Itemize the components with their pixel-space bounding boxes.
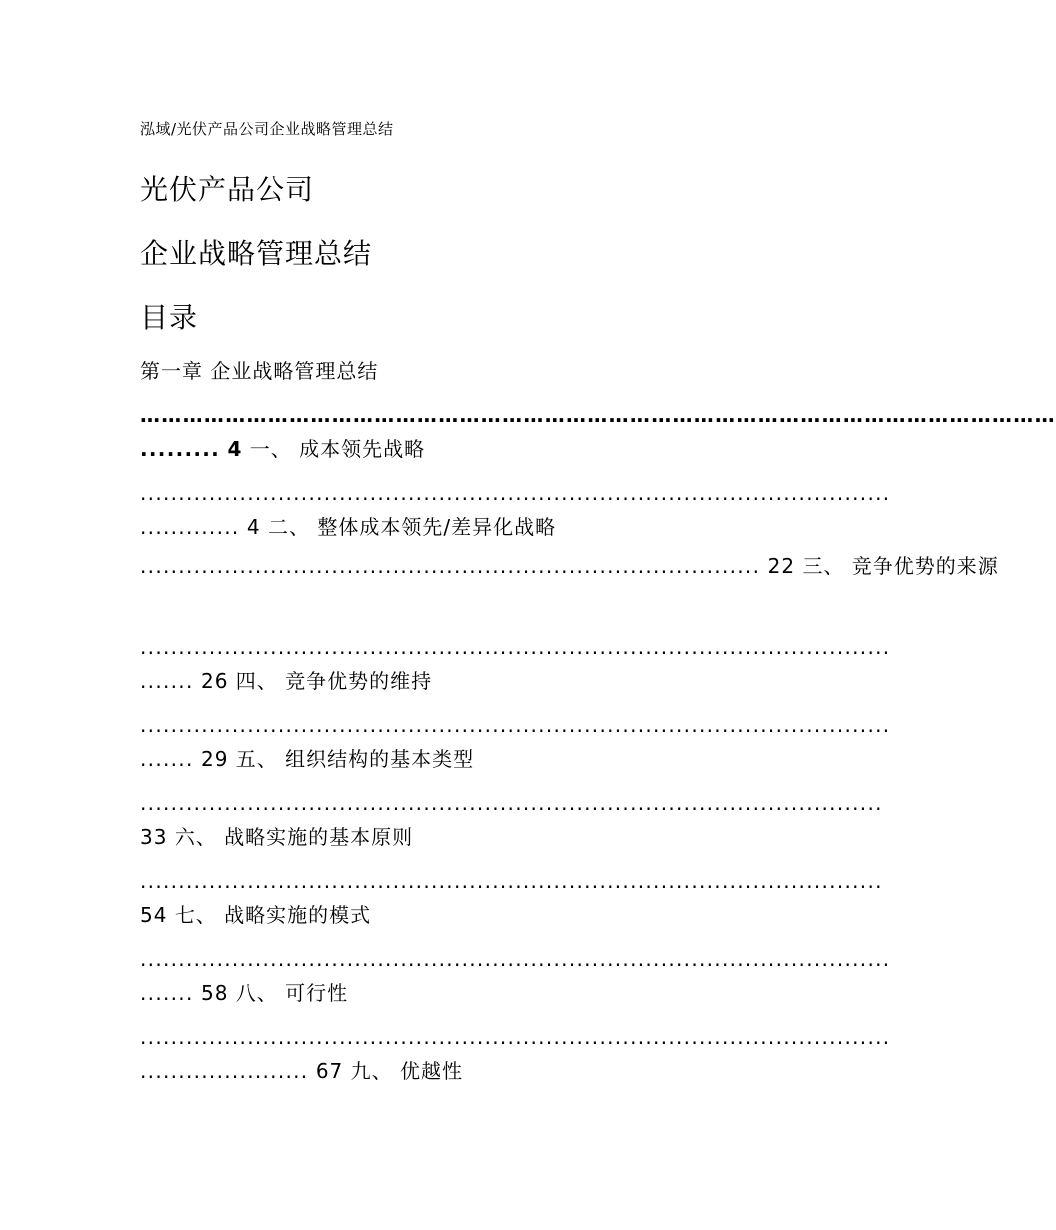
toc-item-6-label: 六、 战略实施的基本原则	[174, 825, 414, 849]
toc-leader-dots: .......	[140, 981, 194, 1005]
toc-row	[140, 746, 815, 772]
toc-leader-dots: ..................................................................................................	[140, 481, 891, 505]
toc-item-2-page: 22	[767, 554, 796, 578]
toc-row	[140, 514, 815, 540]
report-title: 企业战略管理总结	[140, 237, 373, 270]
toc-row	[140, 824, 815, 850]
toc-item-8-page: 67	[315, 1059, 344, 1083]
toc-item-4-label: 四、 竞争优势的维持	[235, 669, 433, 693]
running-header: 泓域/光伏产品公司企业战略管理总结	[140, 120, 394, 138]
toc-chapter-1-label: 第一章 企业战略管理总结	[140, 359, 379, 383]
toc-heading: 目录	[140, 301, 199, 334]
toc-item-9-label: 九、 优越性	[350, 1059, 463, 1083]
toc-leader-dots: ..................................................................................................	[140, 635, 891, 659]
toc-chapter-1-page: 4	[227, 437, 243, 461]
toc-row	[140, 553, 999, 579]
toc-item-2-label: 二、 整体成本领先/差异化战略	[268, 515, 557, 539]
toc-row	[140, 668, 815, 694]
toc-leader-dots: ..................................................................................................	[140, 947, 891, 971]
toc-leader-dots: .......	[140, 747, 194, 771]
toc-item-5-page: 33	[140, 825, 168, 849]
toc-item-5-label: 五、 组织结构的基本类型	[235, 747, 475, 771]
toc-leader-dots: .......	[140, 669, 194, 693]
toc-leader-dots: .........	[140, 437, 221, 461]
toc-leader-dots: ..................................................................................................	[140, 713, 891, 737]
toc-leader-dots: .................................................................................................	[140, 869, 883, 893]
toc-item-1-label: 一、 成本领先战略	[249, 437, 426, 461]
toc-row	[140, 436, 815, 462]
toc-item-3-page: 26	[200, 669, 229, 693]
toc-leader-dots: …………………………………………………………………………………………………………………	[140, 403, 1056, 427]
toc-leader-dots: .................................................................................	[140, 554, 761, 578]
toc-leader-dots: .................................................................................................	[140, 791, 883, 815]
toc-item-6-page: 54	[140, 903, 168, 927]
toc-leader-dots: ..................................................................................................	[140, 1025, 891, 1049]
toc-item-7-label: 七、 战略实施的模式	[174, 903, 372, 927]
toc-item-4-page: 29	[200, 747, 229, 771]
toc-item-3-label: 三、 竞争优势的来源	[802, 554, 999, 578]
toc-row	[140, 902, 815, 928]
company-title: 光伏产品公司	[140, 173, 315, 206]
toc-row	[140, 980, 815, 1006]
toc-leader-dots: ......................	[140, 1059, 309, 1083]
toc-item-7-page: 58	[200, 981, 229, 1005]
toc-item-8-label: 八、 可行性	[235, 981, 349, 1005]
toc-item-1-page: 4	[246, 515, 261, 539]
toc-leader-dots: .............	[140, 515, 240, 539]
toc-row	[140, 1058, 815, 1084]
